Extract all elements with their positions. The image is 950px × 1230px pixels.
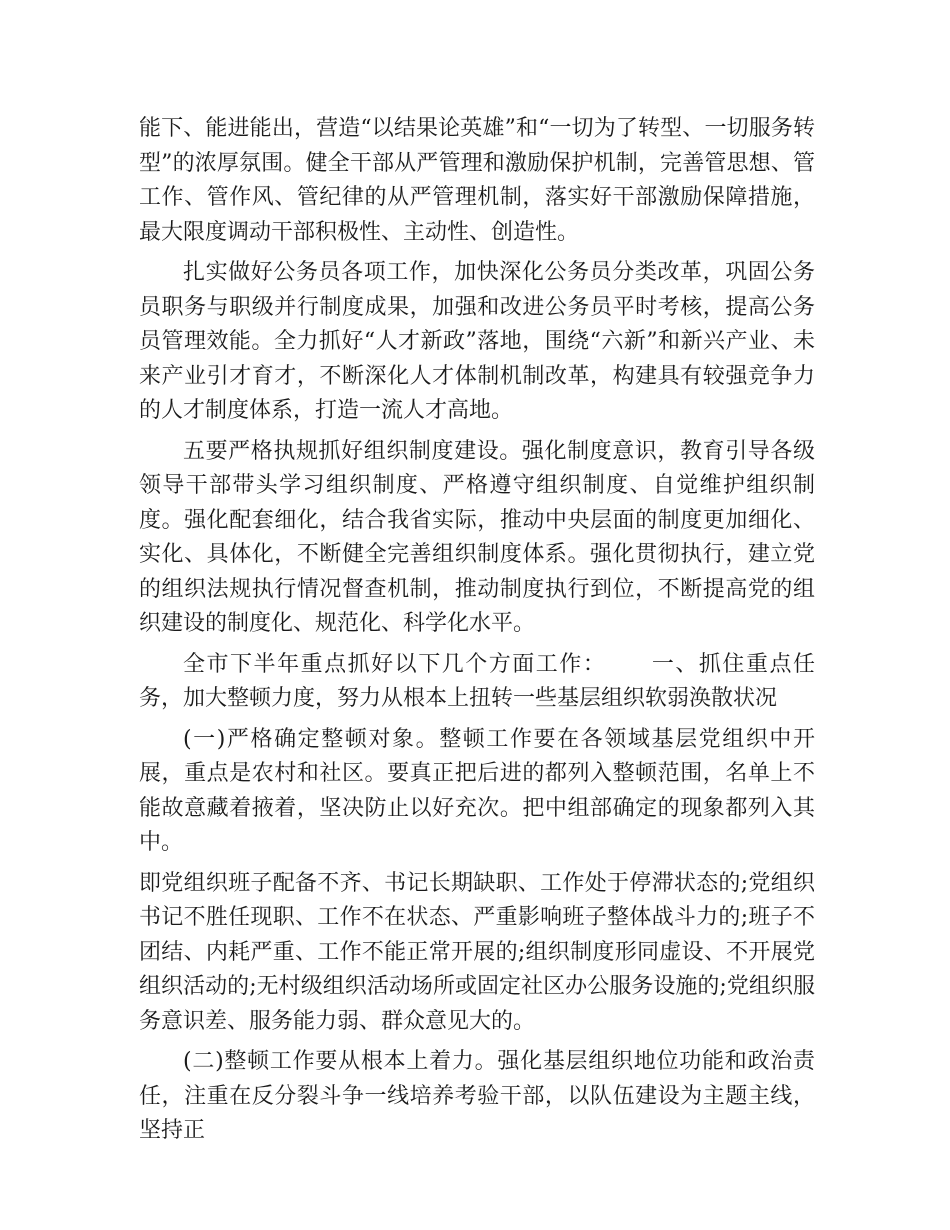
paragraph-4 [139,648,815,717]
paragraph-2: 扎实做好公务员各项工作，加快深化公务员分类改革，巩固公务员职务与职级并行制度成果，加强和改进公务员平时考核，提高公务员管理效能。全力抓好“人才新政”落地，围绕“六新”和新兴产业、未来产业引才育才，不断深化人才体制机制改革，构建具有较强竞争力的人才制度体系，打造一流人才高地。 [139,260,815,423]
paragraph-1: 能下、能进能出，营造“以结果论英雄”和“一切为了转型、一切服务转型”的浓厚氛围。健全干部从严管理和激励保护机制，完善管思想、管工作、管作风、管纪律的从严管理机制，落实好干部激励保障措施，最大限度调动干部积极性、主动性、创造性。 [139,116,815,245]
paragraph-6: 即党组织班子配备不齐、书记长期缺职、工作处于停滞状态的;党组织书记不胜任现职、工作不在状态、严重影响班子整体战斗力的;班子不团结、内耗严重、工作不能正常开展的;组织制度形同虚设、不开展党组织活动的;无村级组织活动场所或固定社区办公服务设施的;党组织服务意识差、服务能力弱、群众意见大的。 [139,870,815,1034]
paragraph-3: 五要严格执规抓好组织制度建设。强化制度意识，教育引导各级领导干部带头学习组织制度、严格遵守组织制度、自觉维护组织制度。强化配套细化，结合我省实际，推动中央层面的制度更加细化、实化、具体化，不断健全完善组织制度体系。强化贯彻执行，建立党的组织法规执行情况督查机制，推动制度执行到位，不断提高党的组织建设的制度化、规范化、科学化水平。 [139,438,815,636]
paragraph-4-heading: 一、抓住重点任务，加大整顿力度，努力从根本上扭转一些基层组织软弱涣散状况 [139,651,815,711]
paragraph-5: (一)严格确定整顿对象。整顿工作要在各领域基层党组织中开展，重点是农村和社区。要真正把后进的都列入整顿范围，名单上不能故意藏着掖着，坚决防止以好充次。把中组部确定的现象都列入其中。 [139,726,815,855]
document-body [139,112,815,1155]
paragraph-4-intro: 全市下半年重点抓好以下几个方面工作： [183,651,607,677]
paragraph-7: (二)整顿工作要从根本上着力。强化基层组织地位功能和政治责任，注重在反分裂斗争一线培养考验干部，以队伍建设为主题主线，坚持正 [139,1049,815,1143]
